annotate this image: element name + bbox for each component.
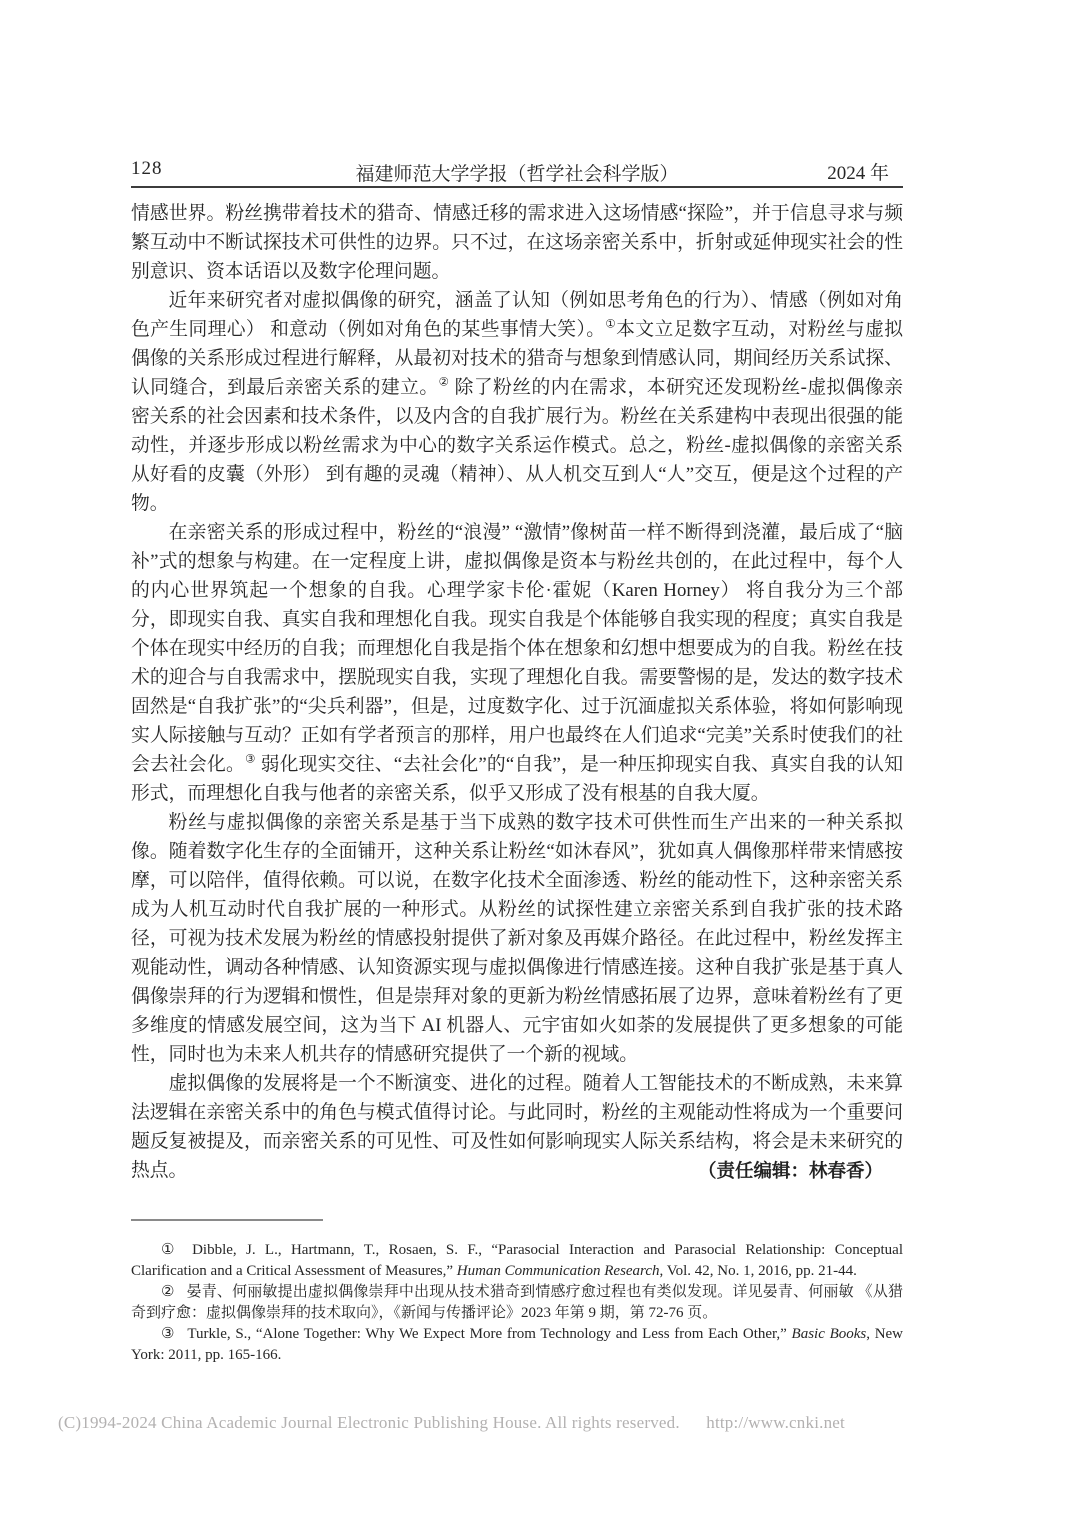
text-run: 近年来研究者对虚拟偶像的研究，涵盖了认知（例如思考角色的行为）、情感（例如对角色产生同理心） 和意动（例如对角色的某些事情大笑）。 [131, 290, 903, 340]
text-run: 粉丝与虚拟偶像的亲密关系是基于当下成熟的数字技术可供性而生产出来的一种关系拟像。随着数字化生存的全面铺开，这种关系让粉丝“如沐春风”，犹如真人偶像那样带来情感按摩，可以陪伴，值得依赖。可以说，在数字化技术全面渗透、粉丝的能动性下，这种亲密关系成为人机互动时代自我扩展的一种形式。从粉丝的试探性建立亲密关系到自我扩张的技术路径，可视为技术发展为粉丝的情感投射提供了新对象及再媒介路径。在此过程中，粉丝发挥主观能动性，调动各种情感、认知资源实现与虚拟偶像进行情感连接。这种自我扩张是基于真人偶像崇拜的行为逻辑和惯性，但是崇拜对象的更新为粉丝情感拓展了边界，意味着粉丝有了更多维度的情感发展空间，这为当下 AI 机器人、元宇宙如火如荼的发展提供了更多想象的可能性，同时也为未来人机共存的情感研究提供了一个新的视域。 [131, 812, 903, 1065]
footnote-ref: ③ [245, 752, 256, 766]
body-paragraph [131, 808, 903, 1069]
footnote-item [131, 1240, 903, 1282]
body-paragraph [131, 286, 903, 518]
text-run: 情感世界。粉丝携带着技术的猎奇、情感迁移的需求进入这场情感“探险”，并于信息寻求与频繁互动中不断试探技术可供性的边界。只不过，在这场亲密关系中，折射或延伸现实社会的性别意识、资本话语以及数字伦理问题。 [131, 203, 903, 282]
italic-title: Human Communication Research [456, 1263, 660, 1279]
text-run: , Vol. 42, No. 1, 2016, pp. 21-44. [659, 1263, 857, 1279]
italic-title: Basic Books [791, 1326, 867, 1342]
issue-year: 2024 年 [827, 163, 889, 184]
text-run: 虚拟偶像的发展将是一个不断演变、进化的过程。随着人工智能技术的不断成熟，未来算法逻辑在亲密关系中的角色与模式值得讨论。与此同时，粉丝的主观能动性将成为一个重要问题反复被提及，而亲密关系的可见性、可及性如何影响现实人际关系结构，将会是未来研究的热点。 [131, 1073, 903, 1181]
page-number: 128 [131, 158, 163, 179]
cnki-url: http://www.cnki.net [706, 1413, 845, 1432]
body-paragraph [131, 518, 903, 808]
text-run: 晏青、何丽敏提出虚拟偶像崇拜中出现从技术猎奇到情感疗愈过程也有类似发现。详见晏青、何丽敏 《从猎奇到疗愈：虚拟偶像崇拜的技术取向》，《新闻与传播评论》2023 年第 9 期，第 72-76 页。 [131, 1284, 903, 1321]
editor-note: （责任编辑：林春香） [697, 1160, 883, 1181]
text-run: 弱化现实交往、“去社会化”的“自我”，是一种压抑现实自我、真实自我的认知形式，而理想化自我与他者的亲密关系，似乎又形成了没有根基的自我大厦。 [131, 754, 904, 804]
text-run: , New York: 2011, pp. 165-166. [131, 1326, 904, 1363]
footnote-marker: ③ [161, 1326, 176, 1342]
footnote-ref: ② [438, 375, 450, 389]
journal-title: 福建师范大学学报（哲学社会科学版） [355, 164, 679, 185]
footnote-item [131, 1324, 903, 1366]
footnote-marker: ② [161, 1284, 175, 1300]
text-run: 在亲密关系的形成过程中，粉丝的“浪漫” “激情”像树苗一样不断得到浇灌，最后成了“脑补”式的想象与构建。在一定程度上讲，虚拟偶像是资本与粉丝共创的，在此过程中，每个人的内心世界筑起一个想象的自我。心理学家卡伦·霍妮（Karen Horney） 将自我分为三个部分，即现实自我、真实自我和理想化自我。现实自我是个体能够自我实现的程度；真实自我是个体在现实中经历的自我；而理想化自我是指个体在想象和幻想中想要成为的自我。粉丝在技术的迎合与自我需求中，摆脱现实自我，实现了理想化自我。需要警惕的是，发达的数字技术固然是“自我扩张”的“尖兵利器”，但是，过度数字化、过于沉湎虚拟关系体验，将如何影响现实人际接触与互动？正如有学者预言的那样，用户也最终在人们追求“完美”关系时使我们的社会去社会化。 [131, 522, 903, 775]
body-paragraph [131, 199, 903, 286]
copyright-text: (C)1994-2024 China Academic Journal Electronic Publishing House. All rights reserved. [58, 1413, 680, 1432]
footnote-item [131, 1282, 903, 1324]
footnote-ref: ① [605, 317, 617, 331]
copyright-footer [58, 1413, 1018, 1433]
article-body [131, 199, 903, 1185]
text-run: 除了粉丝的内在需求，本研究还发现粉丝-虚拟偶像亲密关系的社会因素和技术条件，以及内含的自我扩展行为。粉丝在关系建构中表现出很强的能动性，并逐步形成以粉丝需求为中心的数字关系运作模式。总之，粉丝-虚拟偶像的亲密关系从好看的皮囊（外形） 到有趣的灵魂（精神）、从人机交互到人“人”交互，便是这个过程的产物。 [131, 377, 904, 514]
text-run: 本文立足数字互动，对粉丝与虚拟偶像的关系形成过程进行解释，从最初对技术的猎奇与想象到情感认同，期间经历关系试探、认同缝合，到最后亲密关系的建立。 [131, 319, 903, 398]
footnotes-section [131, 1240, 903, 1366]
page-header [131, 158, 903, 184]
header-rule [131, 186, 903, 188]
text-run: Turkle, S., “Alone Together: Why We Expect More from Technology and Less from Each Other,” [187, 1326, 792, 1342]
footnote-separator [131, 1219, 323, 1221]
text-run: Dibble, J. L., Hartmann, T., Rosaen, S. F., “Parasocial Interaction and Parasocial Relationship: Conceptual Clarification and a Critical Assessment of Measures,” [131, 1242, 904, 1279]
footnote-marker: ① [161, 1242, 181, 1258]
